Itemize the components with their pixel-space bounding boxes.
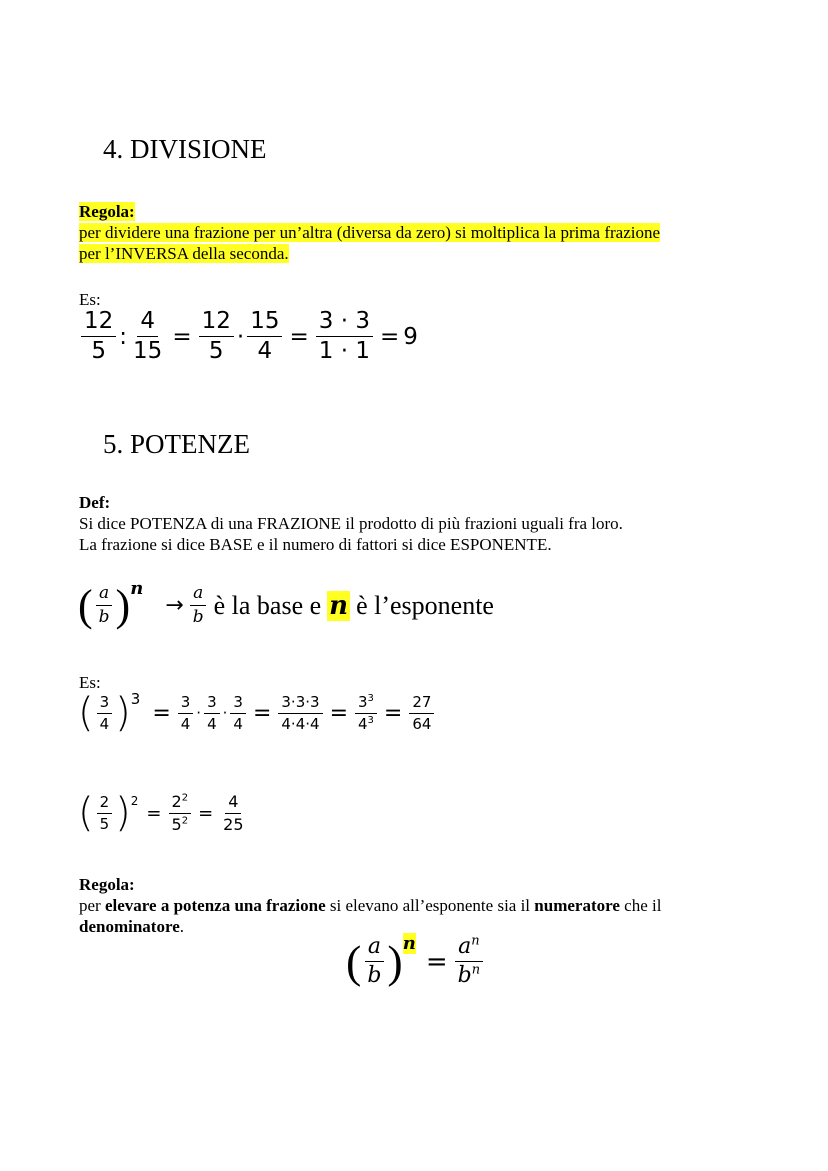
fraction: $\frac{3}{4}$ xyxy=(178,694,194,732)
fraction: $\frac{a^n}{b^n}$ xyxy=(455,935,483,988)
def-text-line2: La frazione si dice BASE e il numero di fattori si dice ESPONENTE. xyxy=(79,535,552,554)
fraction: $\frac{3 \cdot 3}{1 \cdot 1}$ xyxy=(316,309,373,365)
power-example-1: ( $\frac{3}{4}$ ) 3 = $\frac{3}{4}$ · $\frac{3}{4}$ · $\frac{3}{4}$ = $\frac{3\cdot 3\cdot 3}{4\cdot 4\cdot 4}$ = $\frac{3^3}{4^3}$ = $\frac{27}{64}$ xyxy=(78,690,437,736)
result: 9 xyxy=(403,323,418,350)
fraction: $\frac{4}{25}$ xyxy=(223,791,244,834)
fraction: $\frac{12}{5}$ xyxy=(199,309,234,365)
power-rule: Regola: per elevare a potenza una frazione si elevano all’esponente sia il numeratore che il denominatore. xyxy=(79,875,662,936)
parenthesized-fraction: ( $\frac{a}{b}$ ) xyxy=(346,934,403,989)
section-5-title: 5. POTENZE xyxy=(103,429,250,459)
exponent: 3 xyxy=(130,690,141,708)
power-definition xyxy=(79,492,623,555)
exponent: n xyxy=(402,933,416,954)
power-example-2: ( $\frac{2}{5}$ ) 2 = $\frac{2^2}{5^2}$ = $\frac{4}{25}$ xyxy=(78,790,250,836)
rule-label: Regola: xyxy=(79,875,135,894)
power-notation xyxy=(78,580,494,631)
parenthesized-fraction: ( $\frac{3}{4}$ ) xyxy=(78,690,131,736)
example-label: Es: xyxy=(79,290,101,309)
multiply-operator: · xyxy=(236,323,245,350)
fraction: $\frac{27}{64}$ xyxy=(409,694,434,732)
power-base-parenthesis: ( $\frac{a}{b}$ ) xyxy=(78,581,131,630)
power-formula: ( $\frac{a}{b}$ ) n = $\frac{a^n}{b^n}$ xyxy=(346,935,486,988)
exponent: 2 xyxy=(130,794,139,808)
rule-text-line1: per dividere una frazione per un’altra (diversa da zero) si moltiplica la prima frazione xyxy=(79,223,661,242)
def-label: Def: xyxy=(79,493,111,512)
fraction: $\frac{12}{5}$ xyxy=(81,309,116,365)
parenthesized-fraction: ( $\frac{2}{5}$ ) xyxy=(78,790,131,836)
fraction: $\frac{15}{4}$ xyxy=(247,309,282,365)
rule-text-line2: per l’INVERSA della seconda. xyxy=(79,244,289,263)
division-rule xyxy=(79,201,660,264)
fraction: $\frac{3}{4}$ xyxy=(230,694,246,732)
divide-operator: : xyxy=(119,323,128,350)
equals-sign: = xyxy=(289,323,309,350)
fraction: $\frac{a}{b}$ xyxy=(190,584,207,626)
exponent: n xyxy=(130,578,144,599)
base-text: è la base e xyxy=(213,590,322,620)
division-example xyxy=(78,309,418,365)
exponent-highlight: n xyxy=(329,590,349,621)
equals-sign: = xyxy=(172,323,192,350)
fraction: $\frac{2^2}{5^2}$ xyxy=(169,793,192,833)
arrow-icon: → xyxy=(165,593,184,618)
exponent-text: è l’esponente xyxy=(356,590,494,620)
def-text-line1: Si dice POTENZA di una FRAZIONE il prodotto di più frazioni uguali fra loro. xyxy=(79,514,623,533)
fraction: $\frac{3^3}{4^3}$ xyxy=(355,694,377,732)
fraction: $\frac{3\cdot 3\cdot 3}{4\cdot 4\cdot 4}$ xyxy=(278,694,322,732)
fraction: $\frac{4}{15}$ xyxy=(133,308,163,365)
example-label: Es: xyxy=(79,673,101,692)
equals-sign: = xyxy=(379,323,400,350)
fraction: $\frac{3}{4}$ xyxy=(204,694,220,732)
rule-label: Regola: xyxy=(79,202,135,221)
section-4-title: 4. DIVISIONE xyxy=(103,134,267,164)
